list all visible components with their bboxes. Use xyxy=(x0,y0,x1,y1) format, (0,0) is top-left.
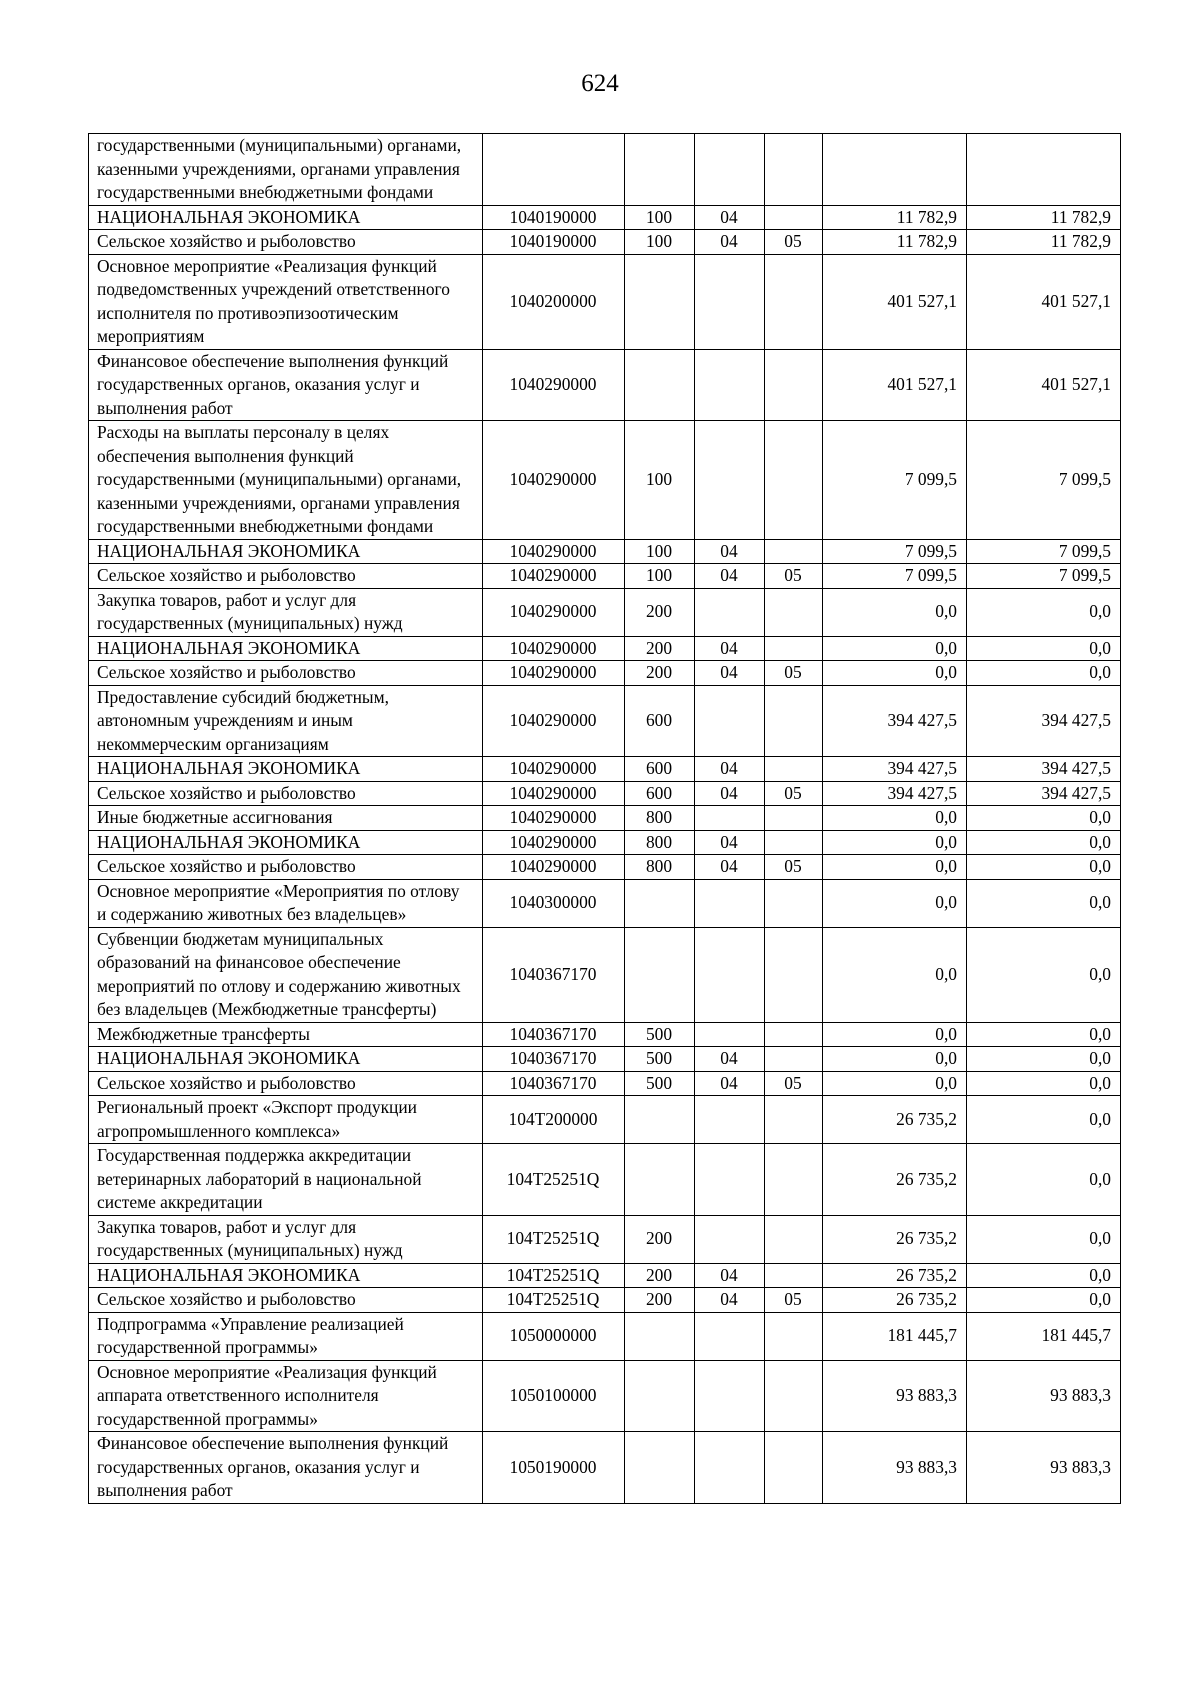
row-name: Закупка товаров, работ и услуг для государственных (муниципальных) нужд xyxy=(89,1215,483,1263)
row-target-article: 1040290000 xyxy=(483,349,625,421)
row-expense-type: 100 xyxy=(625,230,695,255)
row-name: Основное мероприятие «Реализация функций подведомственных учреждений ответственного исполнителя по противоэпизоотическим мероприятиям xyxy=(89,254,483,349)
table-row xyxy=(89,1312,1121,1360)
row-expense-type xyxy=(625,254,695,349)
row-amount-1: 11 782,9 xyxy=(823,205,967,230)
row-expense-type: 500 xyxy=(625,1071,695,1096)
row-target-article: 1040290000 xyxy=(483,539,625,564)
table-row xyxy=(89,1144,1121,1216)
row-target-article: 1040367170 xyxy=(483,1022,625,1047)
row-subsection: 05 xyxy=(765,230,823,255)
row-target-article: 1040290000 xyxy=(483,781,625,806)
table-row xyxy=(89,757,1121,782)
table-row xyxy=(89,1071,1121,1096)
row-target-article: 1040300000 xyxy=(483,879,625,927)
row-subsection: 05 xyxy=(765,564,823,589)
row-target-article: 1040290000 xyxy=(483,757,625,782)
row-amount-1: 0,0 xyxy=(823,830,967,855)
row-section xyxy=(695,1096,765,1144)
table-row xyxy=(89,927,1121,1022)
row-amount-1: 7 099,5 xyxy=(823,539,967,564)
row-expense-type: 100 xyxy=(625,564,695,589)
row-section: 04 xyxy=(695,781,765,806)
row-amount-1: 11 782,9 xyxy=(823,230,967,255)
row-subsection xyxy=(765,685,823,757)
row-subsection xyxy=(765,1144,823,1216)
row-name: Основное мероприятие «Реализация функций аппарата ответственного исполнителя государственной программы» xyxy=(89,1360,483,1432)
row-name: Межбюджетные трансферты xyxy=(89,1022,483,1047)
row-section: 04 xyxy=(695,1047,765,1072)
row-subsection xyxy=(765,879,823,927)
row-amount-2: 394 427,5 xyxy=(967,781,1121,806)
row-subsection xyxy=(765,830,823,855)
row-expense-type: 100 xyxy=(625,421,695,540)
row-expense-type xyxy=(625,927,695,1022)
row-expense-type: 600 xyxy=(625,781,695,806)
row-name: Сельское хозяйство и рыболовство xyxy=(89,661,483,686)
table-row xyxy=(89,879,1121,927)
row-name: НАЦИОНАЛЬНАЯ ЭКОНОМИКА xyxy=(89,636,483,661)
row-expense-type: 600 xyxy=(625,757,695,782)
row-section: 04 xyxy=(695,830,765,855)
row-expense-type: 800 xyxy=(625,806,695,831)
row-target-article: 1040190000 xyxy=(483,230,625,255)
row-target-article: 1040290000 xyxy=(483,564,625,589)
row-section xyxy=(695,1022,765,1047)
row-section: 04 xyxy=(695,205,765,230)
row-name: Закупка товаров, работ и услуг для государственных (муниципальных) нужд xyxy=(89,588,483,636)
row-amount-2: 0,0 xyxy=(967,1022,1121,1047)
row-amount-2: 0,0 xyxy=(967,855,1121,880)
row-amount-1: 26 735,2 xyxy=(823,1263,967,1288)
row-name: Финансовое обеспечение выполнения функций государственных органов, оказания услуг и выполнения работ xyxy=(89,1432,483,1504)
row-name: Финансовое обеспечение выполнения функций государственных органов, оказания услуг и выполнения работ xyxy=(89,349,483,421)
table-row xyxy=(89,1432,1121,1504)
row-amount-2: 0,0 xyxy=(967,1215,1121,1263)
table-row xyxy=(89,1360,1121,1432)
row-amount-2: 11 782,9 xyxy=(967,205,1121,230)
row-name: Предоставление субсидий бюджетным, автономным учреждениям и иным некоммерческим организациям xyxy=(89,685,483,757)
row-section: 04 xyxy=(695,855,765,880)
row-subsection: 05 xyxy=(765,855,823,880)
row-section xyxy=(695,134,765,206)
row-amount-1: 0,0 xyxy=(823,855,967,880)
row-subsection xyxy=(765,806,823,831)
row-amount-2: 0,0 xyxy=(967,1288,1121,1313)
row-subsection xyxy=(765,349,823,421)
row-target-article: 104T25251Q xyxy=(483,1215,625,1263)
row-amount-1: 0,0 xyxy=(823,806,967,831)
row-subsection xyxy=(765,254,823,349)
row-subsection: 05 xyxy=(765,1071,823,1096)
row-amount-1: 93 883,3 xyxy=(823,1432,967,1504)
table-row xyxy=(89,855,1121,880)
table-row xyxy=(89,1288,1121,1313)
row-amount-2: 181 445,7 xyxy=(967,1312,1121,1360)
row-amount-1: 0,0 xyxy=(823,636,967,661)
row-name: НАЦИОНАЛЬНАЯ ЭКОНОМИКА xyxy=(89,1263,483,1288)
table-row xyxy=(89,134,1121,206)
table-row xyxy=(89,421,1121,540)
row-expense-type: 500 xyxy=(625,1022,695,1047)
row-subsection xyxy=(765,205,823,230)
budget-table xyxy=(88,133,1121,1504)
row-expense-type xyxy=(625,1432,695,1504)
row-expense-type: 200 xyxy=(625,661,695,686)
row-amount-1: 394 427,5 xyxy=(823,781,967,806)
row-amount-1: 394 427,5 xyxy=(823,685,967,757)
row-amount-2: 394 427,5 xyxy=(967,757,1121,782)
row-expense-type xyxy=(625,1360,695,1432)
table-row xyxy=(89,1215,1121,1263)
row-amount-1: 181 445,7 xyxy=(823,1312,967,1360)
row-amount-2: 7 099,5 xyxy=(967,421,1121,540)
row-name: НАЦИОНАЛЬНАЯ ЭКОНОМИКА xyxy=(89,205,483,230)
row-subsection xyxy=(765,636,823,661)
row-expense-type: 200 xyxy=(625,1288,695,1313)
row-name: Иные бюджетные ассигнования xyxy=(89,806,483,831)
row-amount-2: 0,0 xyxy=(967,879,1121,927)
table-body xyxy=(89,134,1121,1504)
row-amount-1: 26 735,2 xyxy=(823,1288,967,1313)
row-amount-2: 0,0 xyxy=(967,1263,1121,1288)
table-row xyxy=(89,564,1121,589)
row-subsection xyxy=(765,134,823,206)
row-name: Сельское хозяйство и рыболовство xyxy=(89,564,483,589)
row-target-article: 1040190000 xyxy=(483,205,625,230)
row-section: 04 xyxy=(695,1263,765,1288)
row-name: Сельское хозяйство и рыболовство xyxy=(89,781,483,806)
row-amount-2: 93 883,3 xyxy=(967,1360,1121,1432)
row-amount-2: 0,0 xyxy=(967,1144,1121,1216)
table-row xyxy=(89,781,1121,806)
row-expense-type: 800 xyxy=(625,855,695,880)
row-subsection xyxy=(765,1360,823,1432)
row-amount-2: 0,0 xyxy=(967,1096,1121,1144)
row-expense-type xyxy=(625,1312,695,1360)
table-row xyxy=(89,539,1121,564)
row-amount-1: 401 527,1 xyxy=(823,254,967,349)
row-target-article: 1040290000 xyxy=(483,806,625,831)
row-name: НАЦИОНАЛЬНАЯ ЭКОНОМИКА xyxy=(89,757,483,782)
row-amount-2: 93 883,3 xyxy=(967,1432,1121,1504)
row-section: 04 xyxy=(695,636,765,661)
row-section xyxy=(695,927,765,1022)
row-amount-1: 0,0 xyxy=(823,1047,967,1072)
row-expense-type: 500 xyxy=(625,1047,695,1072)
row-expense-type: 100 xyxy=(625,205,695,230)
row-name: Подпрограмма «Управление реализацией государственной программы» xyxy=(89,1312,483,1360)
row-amount-1: 7 099,5 xyxy=(823,564,967,589)
row-subsection: 05 xyxy=(765,1288,823,1313)
table-row xyxy=(89,205,1121,230)
row-amount-2: 0,0 xyxy=(967,588,1121,636)
row-subsection xyxy=(765,757,823,782)
page-number: 624 xyxy=(581,70,619,97)
row-amount-2: 0,0 xyxy=(967,806,1121,831)
row-section: 04 xyxy=(695,661,765,686)
row-target-article: 104T25251Q xyxy=(483,1144,625,1216)
row-name: государственными (муниципальными) органами, казенными учреждениями, органами управления государственными внебюджетными фондами xyxy=(89,134,483,206)
row-target-article: 1040290000 xyxy=(483,661,625,686)
row-expense-type: 600 xyxy=(625,685,695,757)
row-name: Основное мероприятие «Мероприятия по отлову и содержанию животных без владельцев» xyxy=(89,879,483,927)
row-expense-type: 200 xyxy=(625,636,695,661)
row-target-article: 1050100000 xyxy=(483,1360,625,1432)
row-name: Сельское хозяйство и рыболовство xyxy=(89,1071,483,1096)
row-expense-type xyxy=(625,879,695,927)
row-amount-2 xyxy=(967,134,1121,206)
row-target-article: 104T25251Q xyxy=(483,1263,625,1288)
row-amount-1: 26 735,2 xyxy=(823,1215,967,1263)
table-row xyxy=(89,1096,1121,1144)
row-target-article xyxy=(483,134,625,206)
row-name: Сельское хозяйство и рыболовство xyxy=(89,855,483,880)
row-amount-1: 0,0 xyxy=(823,927,967,1022)
row-section xyxy=(695,1215,765,1263)
row-amount-1 xyxy=(823,134,967,206)
row-section xyxy=(695,588,765,636)
row-amount-2: 0,0 xyxy=(967,1071,1121,1096)
row-section: 04 xyxy=(695,230,765,255)
row-name: НАЦИОНАЛЬНАЯ ЭКОНОМИКА xyxy=(89,539,483,564)
row-name: Сельское хозяйство и рыболовство xyxy=(89,1288,483,1313)
row-section: 04 xyxy=(695,539,765,564)
row-target-article: 1040290000 xyxy=(483,685,625,757)
row-target-article: 1040367170 xyxy=(483,1071,625,1096)
row-subsection xyxy=(765,927,823,1022)
row-target-article: 1040290000 xyxy=(483,421,625,540)
row-amount-2: 0,0 xyxy=(967,661,1121,686)
row-expense-type xyxy=(625,1096,695,1144)
row-amount-2: 0,0 xyxy=(967,927,1121,1022)
table-row xyxy=(89,588,1121,636)
row-subsection: 05 xyxy=(765,781,823,806)
row-subsection xyxy=(765,588,823,636)
row-amount-1: 0,0 xyxy=(823,879,967,927)
row-expense-type xyxy=(625,134,695,206)
row-subsection xyxy=(765,1263,823,1288)
table-row xyxy=(89,1263,1121,1288)
row-amount-1: 0,0 xyxy=(823,1071,967,1096)
row-section xyxy=(695,1144,765,1216)
row-amount-2: 401 527,1 xyxy=(967,349,1121,421)
row-amount-1: 26 735,2 xyxy=(823,1096,967,1144)
row-target-article: 1040367170 xyxy=(483,1047,625,1072)
table-row xyxy=(89,1022,1121,1047)
row-section xyxy=(695,421,765,540)
row-name: Государственная поддержка аккредитации ветеринарных лабораторий в национальной системе аккредитации xyxy=(89,1144,483,1216)
row-name: Расходы на выплаты персоналу в целях обеспечения выполнения функций государственными (муниципальными) органами, казенными учреждениями, органами управления государственными внебюджетными фондами xyxy=(89,421,483,540)
row-amount-1: 0,0 xyxy=(823,588,967,636)
row-amount-2: 11 782,9 xyxy=(967,230,1121,255)
table-row xyxy=(89,254,1121,349)
row-section xyxy=(695,1432,765,1504)
row-target-article: 1040290000 xyxy=(483,830,625,855)
row-amount-2: 401 527,1 xyxy=(967,254,1121,349)
row-subsection xyxy=(765,1022,823,1047)
row-target-article: 1050190000 xyxy=(483,1432,625,1504)
row-amount-1: 0,0 xyxy=(823,661,967,686)
row-expense-type xyxy=(625,1144,695,1216)
table-row xyxy=(89,636,1121,661)
row-amount-2: 7 099,5 xyxy=(967,539,1121,564)
row-subsection xyxy=(765,1312,823,1360)
row-subsection: 05 xyxy=(765,661,823,686)
row-section xyxy=(695,685,765,757)
row-name: НАЦИОНАЛЬНАЯ ЭКОНОМИКА xyxy=(89,1047,483,1072)
row-target-article: 1040200000 xyxy=(483,254,625,349)
row-amount-1: 26 735,2 xyxy=(823,1144,967,1216)
row-expense-type: 200 xyxy=(625,588,695,636)
row-section xyxy=(695,254,765,349)
row-target-article: 1050000000 xyxy=(483,1312,625,1360)
row-target-article: 1040367170 xyxy=(483,927,625,1022)
row-amount-1: 0,0 xyxy=(823,1022,967,1047)
row-target-article: 1040290000 xyxy=(483,588,625,636)
row-expense-type: 100 xyxy=(625,539,695,564)
row-amount-1: 7 099,5 xyxy=(823,421,967,540)
row-subsection xyxy=(765,1096,823,1144)
row-subsection xyxy=(765,421,823,540)
row-section: 04 xyxy=(695,1071,765,1096)
row-amount-1: 394 427,5 xyxy=(823,757,967,782)
row-target-article: 1040290000 xyxy=(483,636,625,661)
row-section xyxy=(695,1312,765,1360)
table-row xyxy=(89,685,1121,757)
row-expense-type: 800 xyxy=(625,830,695,855)
row-section xyxy=(695,1360,765,1432)
row-amount-2: 0,0 xyxy=(967,1047,1121,1072)
row-target-article: 104T200000 xyxy=(483,1096,625,1144)
table-row xyxy=(89,230,1121,255)
row-expense-type: 200 xyxy=(625,1263,695,1288)
row-name: НАЦИОНАЛЬНАЯ ЭКОНОМИКА xyxy=(89,830,483,855)
row-amount-1: 401 527,1 xyxy=(823,349,967,421)
row-amount-2: 0,0 xyxy=(967,830,1121,855)
row-expense-type: 200 xyxy=(625,1215,695,1263)
row-subsection xyxy=(765,539,823,564)
row-amount-2: 7 099,5 xyxy=(967,564,1121,589)
row-section: 04 xyxy=(695,757,765,782)
table-row xyxy=(89,661,1121,686)
row-name: Сельское хозяйство и рыболовство xyxy=(89,230,483,255)
table-row xyxy=(89,830,1121,855)
row-subsection xyxy=(765,1047,823,1072)
row-section: 04 xyxy=(695,564,765,589)
row-target-article: 104T25251Q xyxy=(483,1288,625,1313)
row-target-article: 1040290000 xyxy=(483,855,625,880)
row-amount-1: 93 883,3 xyxy=(823,1360,967,1432)
row-section: 04 xyxy=(695,1288,765,1313)
row-name: Региональный проект «Экспорт продукции агропромышленного комплекса» xyxy=(89,1096,483,1144)
row-section xyxy=(695,349,765,421)
row-expense-type xyxy=(625,349,695,421)
row-amount-2: 394 427,5 xyxy=(967,685,1121,757)
table-row xyxy=(89,1047,1121,1072)
row-subsection xyxy=(765,1432,823,1504)
row-section xyxy=(695,806,765,831)
row-amount-2: 0,0 xyxy=(967,636,1121,661)
table-row xyxy=(89,806,1121,831)
table-row xyxy=(89,349,1121,421)
row-subsection xyxy=(765,1215,823,1263)
row-name: Субвенции бюджетам муниципальных образований на финансовое обеспечение мероприятий по отлову и содержанию животных без владельцев (Межбюджетные трансферты) xyxy=(89,927,483,1022)
row-section xyxy=(695,879,765,927)
